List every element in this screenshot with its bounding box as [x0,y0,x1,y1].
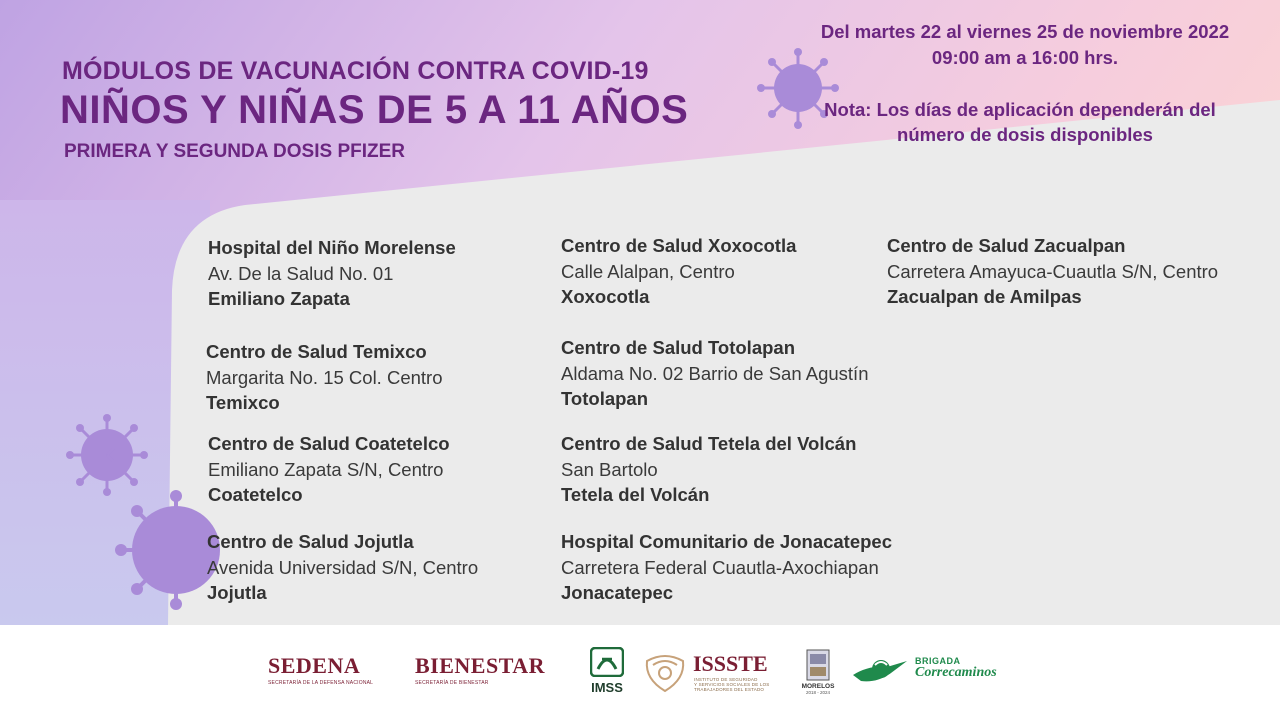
location-municipality: Jojutla [207,582,267,603]
location-address: Calle Alalpan, Centro [561,260,735,282]
correcaminos-label: Correcaminos [915,665,997,680]
issste-wordmark: ISSSTE [693,651,768,676]
location-card [208,235,456,312]
issste-emblem-icon [641,649,689,695]
imss-emblem-icon [590,647,624,677]
sedena-wordmark: SEDENA [268,653,361,678]
brigada-label: BRIGADA [915,656,961,666]
bienestar-subtitle: SECRETARÍA DE BIENESTAR [415,680,489,686]
date-range: Del martes 22 al viernes 25 de noviembre 2022 [820,21,1230,42]
morelos-logo [797,649,839,695]
note-line-1: Nota: Los días de aplicación dependerán del [824,99,1216,120]
morelos-wordmark: MORELOS [801,683,835,690]
location-name: Hospital Comunitario de Jonacatepec [561,531,893,552]
bienestar-wordmark: BIENESTAR [415,653,546,678]
location-address: Avenida Universidad S/N, Centro [207,556,479,578]
location-name: Centro de Salud Coatetelco [208,433,450,454]
location-address: Aldama No. 02 Barrio de San Agustín [561,362,869,384]
footer-logos [0,625,1280,719]
location-name: Centro de Salud Tetela del Volcán [561,433,857,454]
location-municipality: Jonacatepec [561,582,674,603]
location-name: Hospital del Niño Morelense [208,237,456,258]
roadrunner-icon [851,653,909,687]
imss-logo [588,647,626,695]
location-municipality: Xoxocotla [561,286,650,307]
location-name: Centro de Salud Temixco [206,341,427,362]
location-municipality: Emiliano Zapata [208,288,350,309]
location-name: Centro de Salud Xoxocotla [561,235,797,256]
location-card [561,431,856,508]
morelos-years: 2018 - 2024 [805,690,831,695]
note-line-2: número de dosis disponibles [897,124,1153,145]
page-title: NIÑOS Y NIÑAS DE 5 A 11 AÑOS [60,88,689,132]
location-municipality: Temixco [206,392,280,413]
issste-subtitle-3: TRABAJADORES DEL ESTADO [694,687,765,692]
location-card [887,233,1218,310]
imss-wordmark: IMSS [591,680,623,695]
location-card [207,529,478,606]
title-subtitle: PRIMERA Y SEGUNDA DOSIS PFIZER [64,141,405,162]
location-card [206,339,443,416]
sedena-logo [268,653,373,686]
location-address: Emiliano Zapata S/N, Centro [208,458,444,480]
location-card [561,529,892,606]
location-card [561,233,796,310]
location-municipality: Tetela del Volcán [561,484,710,505]
location-address: Margarita No. 15 Col. Centro [206,366,443,388]
issste-subtitle-1: INSTITUTO DE SEGURIDAD [694,677,758,682]
time-range: 09:00 am a 16:00 hrs. [931,47,1119,68]
location-municipality: Zacualpan de Amilpas [887,286,1082,307]
sedena-subtitle: SECRETARÍA DE LA DEFENSA NACIONAL [268,680,374,686]
location-address: San Bartolo [561,458,658,480]
location-name: Centro de Salud Jojutla [207,531,414,552]
location-address: Av. De la Salud No. 01 [208,262,394,284]
location-municipality: Totolapan [561,388,649,409]
morelos-shield-icon [805,649,831,681]
location-card [561,335,869,412]
issste-subtitle-2: Y SERVICIOS SOCIALES DE LOS [694,682,770,687]
location-name: Centro de Salud Totolapan [561,337,795,358]
location-municipality: Coatetelco [208,484,303,505]
location-address: Carretera Amayuca-Cuautla S/N, Centro [887,260,1219,282]
location-name: Centro de Salud Zacualpan [887,235,1126,256]
bienestar-logo [415,653,545,686]
virus-icon [66,414,148,496]
location-address: Carretera Federal Cuautla-Axochiapan [561,556,879,578]
location-card [208,431,450,508]
title-line-1: MÓDULOS DE VACUNACIÓN CONTRA COVID-19 [62,57,649,85]
